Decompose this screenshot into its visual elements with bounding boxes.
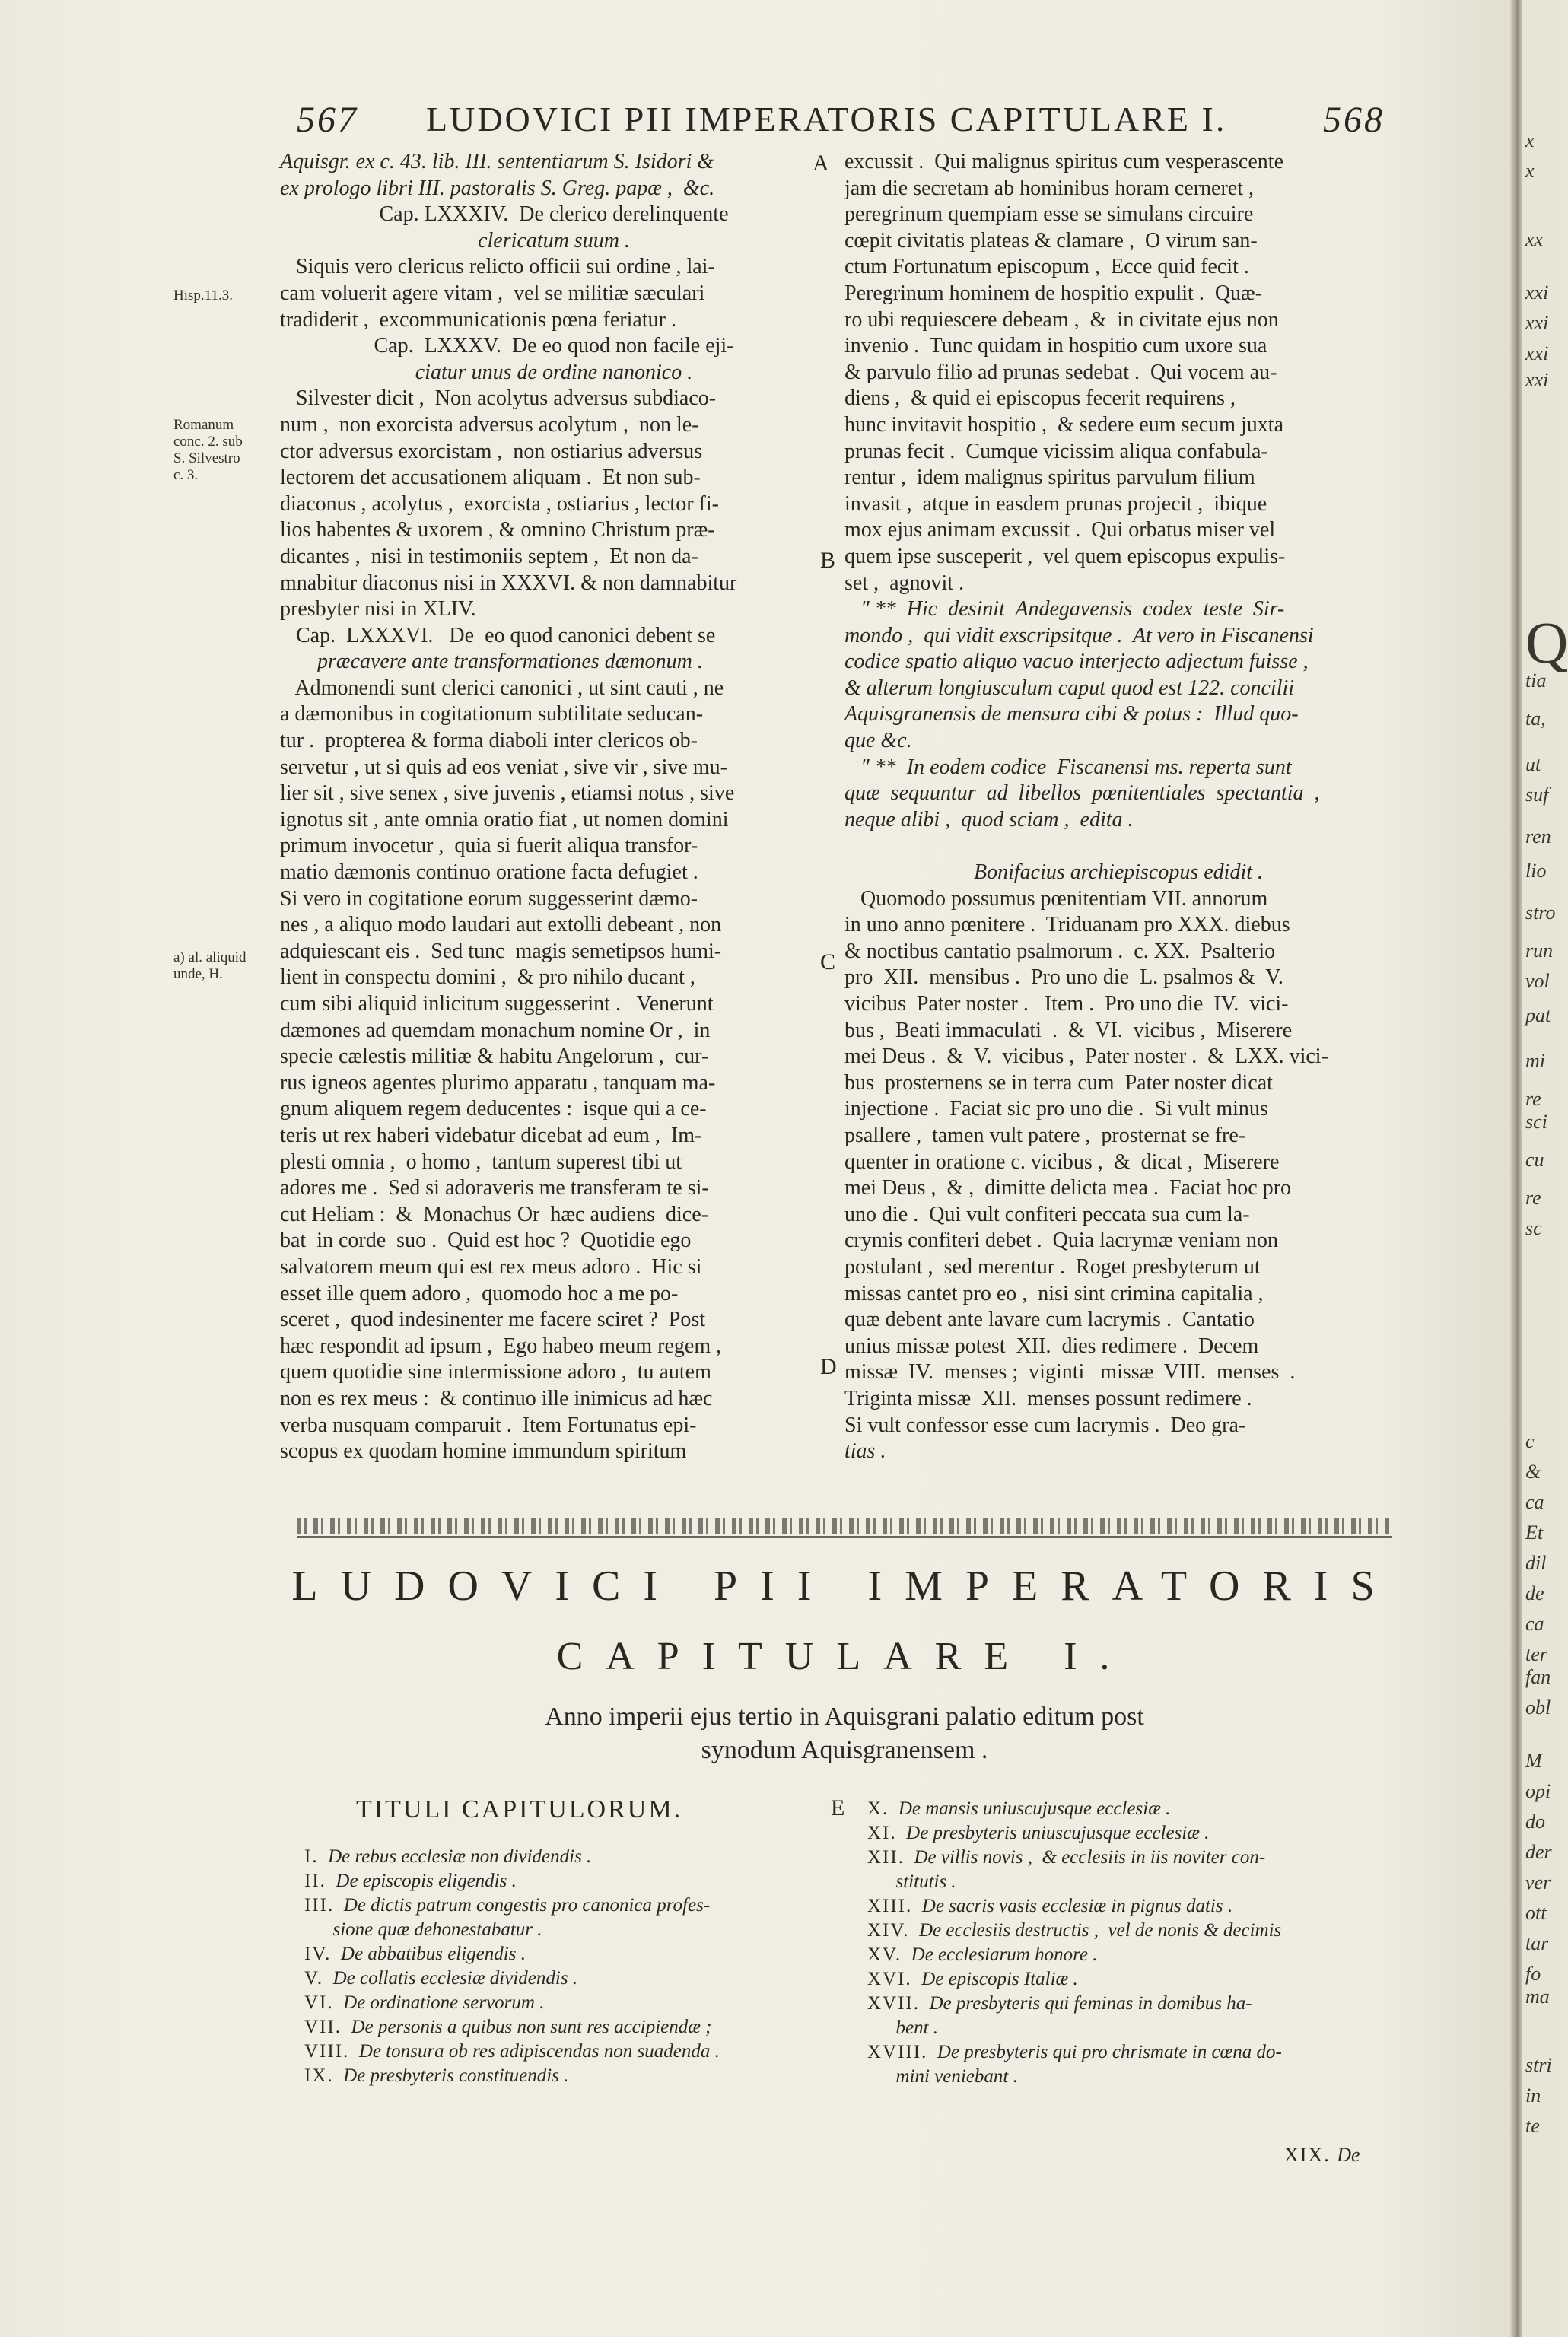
text-line: lient in conspectu domini , & pro nihilo ducant , (280, 965, 695, 990)
next-page-fragment: cu (1525, 1149, 1544, 1171)
main-title-line-1: LUDOVICI PII IMPERATORIS (291, 1563, 1398, 1610)
titulus-text: De dictis patrum congestis pro canonica profes- (343, 1895, 711, 1916)
titulus-entry (304, 2015, 720, 2040)
titulus-text: De ordinatione servorum . (343, 1992, 545, 2013)
text-line: dicantes , nisi in testimoniis septem , Et non da- (280, 544, 698, 568)
titulus-number: II. (304, 1871, 326, 1891)
titulus-number: VIII. (304, 2041, 350, 2062)
titulus-entry (867, 1797, 1282, 1821)
next-page-fragment: do (1525, 1811, 1545, 1833)
text-line: rus igneos agentes plurimo apparatu , tanquam ma- (280, 1070, 716, 1095)
text-line: Si vult confessor esse cum lacrymis . Deo gra- (844, 1413, 1246, 1437)
next-page-fragment: stri (1525, 2054, 1552, 2076)
subtitle-line-2: synodum Aquisgranensem . (701, 1736, 988, 1764)
next-page-fragment: xxi (1525, 312, 1549, 334)
titulus-entry (304, 1918, 720, 1942)
text-line: lios habentes & uxorem , & omnino Christum præ- (280, 518, 715, 542)
text-line: Si vero in cogitatione eorum suggesserint dæmo- (280, 886, 698, 911)
text-line: prunas fecit . Cumque vicissim aliqua confabula- (844, 439, 1268, 463)
titulus-number: XVII. (867, 1993, 921, 2014)
titulus-text: De ecclesiis destructis , vel de nonis & decimis (918, 1920, 1282, 1941)
next-page-fragment: mi (1525, 1050, 1545, 1072)
text-line: gnum aliquem regem deducentes : isque qui a ce- (280, 1097, 707, 1121)
titulus-entry (304, 1869, 720, 1893)
margin-note-1: Hisp.11.3. (173, 288, 233, 304)
titulus-number: XII. (867, 1847, 905, 1868)
text-line: rentur , idem malignus spiritus parvulum filium (844, 466, 1255, 490)
tituli-list-left (304, 1845, 720, 2088)
running-title: LUDOVICI PII IMPERATORIS CAPITULARE I. (426, 100, 1227, 138)
text-line: clericatum suum . (478, 228, 630, 253)
titulus-text: De personis a quibus non sunt res accipiendæ ; (351, 2017, 712, 2037)
text-line: postulant , sed merentur . Roget presbyterum ut (844, 1254, 1261, 1279)
titulus-number: XIII. (867, 1896, 913, 1916)
titulus-text: De rebus ecclesiæ non dividendis . (328, 1846, 592, 1867)
text-line: adores me . Sed si adoraveris me transferam te si- (280, 1176, 709, 1200)
next-page-edge (1522, 0, 1568, 2337)
titulus-text: De presbyteris uniuscujusque ecclesiæ . (906, 1823, 1210, 1843)
text-line: cut Heliam : & Monachus Or hæc audiens dice- (280, 1202, 708, 1226)
text-line: invasit , atque in easdem prunas projecit , ibique (844, 491, 1267, 516)
text-line: tradiderit , excommunicationis pœna feriatur . (280, 307, 676, 332)
text-line: quenter in oratione c. vicibus , & dicat , Miserere (844, 1149, 1280, 1174)
next-page-fragment: opi (1525, 1780, 1551, 1802)
text-line: cum sibi aliquid inlicitum suggesserint . Venerunt (280, 992, 714, 1016)
text-line: verba nusquam comparuit . Item Fortunatus epi- (280, 1413, 697, 1437)
margin-note-3: a) al. aliquid unde, H. (173, 949, 246, 982)
text-line: set , agnovit . (844, 571, 965, 595)
text-line: num , non exorcista adversus acolytum , non le- (280, 412, 699, 437)
titulus-entry (867, 1943, 1282, 1967)
text-line: diaconus , acolytus , exorcista , ostiarius , lector fi- (280, 491, 719, 516)
text-line (844, 833, 1392, 860)
next-page-fragment: ca (1525, 1491, 1544, 1513)
next-page-fragment: ott (1525, 1902, 1547, 1924)
next-page-fragment: ren (1525, 825, 1551, 847)
text-line: adquiescant eis . Sed tunc magis semetipsos humi- (280, 939, 722, 963)
text-line: ex prologo libri III. pastoralis S. Greg. papæ , &c. (280, 176, 715, 200)
text-line: & parvulo filio ad prunas sedebat . Qui vocem au- (844, 360, 1277, 384)
text-line: mox ejus animam excussit . Qui orbatus miser vel (844, 518, 1276, 542)
text-line: tias . (844, 1439, 886, 1464)
text-line: & noctibus cantatio psalmorum . c. XX. Psalterio (844, 939, 1276, 963)
text-line: " ** In eodem codice Fiscanensi ms. reperta sunt (844, 755, 1292, 779)
text-line: vicibus Pater noster . Item . Pro uno die IV. vici- (844, 992, 1289, 1016)
next-page-fragment: ter (1525, 1643, 1547, 1665)
text-line: Aquisgranensis de mensura cibi & potus : Illud quo- (844, 702, 1299, 727)
text-line: ctum Fortunatum episcopum , Ecce quid fecit . (844, 255, 1249, 279)
text-line: ro ubi requiescere debeam , & in civitate ejus non (844, 307, 1279, 332)
catchword-number: XIX. (1284, 2144, 1331, 2166)
text-line: Aquisgr. ex c. 43. lib. III. sententiarum S. Isidori & (280, 150, 714, 173)
titulus-number: VI. (304, 1992, 334, 2013)
next-page-fragment: obl (1525, 1696, 1551, 1719)
next-page-fragment: sci (1525, 1111, 1547, 1133)
section-letter-d: D (820, 1354, 837, 1379)
next-page-fragment: re (1525, 1088, 1541, 1110)
text-line: esset ille quem adoro , quomodo hoc a me po- (280, 1281, 679, 1305)
text-line: Quomodo possumus pœnitentiam VII. annorum (844, 886, 1268, 911)
text-line: bus prosternens se in terra cum Pater noster dicat (844, 1070, 1273, 1095)
titulus-number: III. (304, 1895, 335, 1916)
text-line: Silvester dicit , Non acolytus adversus subdiaco- (280, 386, 717, 411)
next-page-fragment: x (1525, 160, 1535, 182)
text-line: psallere , tamen vult patere , prosternat se fre- (844, 1123, 1246, 1147)
running-header (297, 99, 1385, 145)
next-page-fragment: xx (1525, 228, 1544, 250)
titulus-text: De sacris vasis ecclesiæ in pignus datis . (921, 1896, 1233, 1916)
next-page-fragment: pat (1525, 1004, 1551, 1026)
titulus-number: XVI. (867, 1969, 912, 1989)
next-page-fragment: xxi (1525, 342, 1549, 364)
text-line: teris ut rex haberi videbatur dicebat ad eum , Im- (280, 1123, 702, 1147)
text-line: servetur , ut si quis ad eos veniat , sive vir , sive mu- (280, 755, 727, 779)
titulus-number: V. (304, 1968, 324, 1989)
ornament-rule (297, 1536, 1392, 1538)
text-line: neque alibi , quod sciam , edita . (844, 807, 1134, 831)
text-line: in uno anno pœnitere . Triduanam pro XXX. diebus (844, 913, 1290, 937)
titulus-entry (304, 1845, 720, 1869)
titulus-text: De abbatibus eligendis . (340, 1944, 526, 1964)
text-line: quæ debent ante lavare cum lacrymis . Cantatio (844, 1308, 1255, 1332)
next-page-fragment: te (1525, 2115, 1540, 2137)
titulus-number: XVIII. (867, 2042, 928, 2062)
ornament-band (297, 1518, 1392, 1534)
text-line: unius missæ potest XII. dies redimere . Decem (844, 1334, 1259, 1358)
titulus-entry (867, 2016, 1282, 2040)
next-page-fragment: x (1525, 129, 1535, 151)
titulus-number: IX. (304, 2065, 334, 2086)
text-line: injectione . Faciat sic pro uno die . Si vult minus (844, 1097, 1268, 1121)
titulus-entry (867, 1821, 1282, 1846)
text-line: & alterum longiusculum caput quod est 122. concilii (844, 676, 1295, 700)
titulus-text: De collatis ecclesiæ dividendis . (332, 1968, 578, 1989)
titulus-entry (867, 1992, 1282, 2016)
next-page-fragment: sc (1525, 1217, 1542, 1239)
titulus-entry (304, 1967, 720, 1991)
text-line: hunc invitavit hospitio , & sedere eum secum juxta (844, 412, 1283, 437)
text-line: tur . propterea & forma diaboli inter clericos ob- (280, 729, 698, 753)
text-line: scopus ex quodam homine immundum spiritum (280, 1439, 687, 1464)
book-gutter (1510, 0, 1522, 2337)
titulus-text: De episcopis eligendis . (336, 1871, 517, 1891)
text-line: Admonendi sunt clerici canonici , ut sint cauti , ne (280, 676, 724, 700)
text-line: missas cantet pro eo , nisi sint crimina capitalia , (844, 1281, 1264, 1305)
titulus-text: sione quæ dehonestabatur . (332, 1919, 542, 1940)
titulus-text: stitutis . (895, 1871, 956, 1892)
text-line: Cap. LXXXIV. De clerico derelinquente (379, 202, 729, 227)
next-page-fragment: Q (1525, 609, 1568, 676)
text-line: bus , Beati immaculati . & VI. vicibus , Miserere (844, 1018, 1293, 1042)
titulus-text: De presbyteris constituendis . (343, 2065, 569, 2086)
text-line: mnabitur diaconus nisi in XXXVI. & non damnabitur (280, 571, 737, 595)
left-page-number: 567 (297, 100, 358, 140)
catchword-text: De (1337, 2144, 1360, 2166)
text-line: ciatur unus de ordine nanonico . (415, 360, 693, 384)
text-line: lier sit , sive senex , sive juvenis , etiamsi notus , sive (280, 781, 735, 806)
text-line: hæc respondit ad ipsum , Ego habeo meum regem , (280, 1334, 722, 1358)
next-page-fragment: Et (1525, 1521, 1544, 1544)
text-line: Cap. LXXXVI. De eo quod canonici debent se (280, 623, 716, 647)
text-line: ignotus sit , ante omnia oratio fiat , ut nomen domini (280, 807, 729, 831)
next-page-fragment: fan (1525, 1666, 1551, 1688)
next-page-fragment: tar (1525, 1932, 1549, 1954)
text-line: mei Deus , & , dimitte delicta mea . Faciat hoc pro (844, 1176, 1292, 1200)
text-line: cœpit civitatis plateas & clamare , O virum san- (844, 228, 1258, 253)
titulus-entry (867, 2040, 1282, 2065)
tituli-heading: TITULI CAPITULORUM. (356, 1795, 683, 1823)
text-line: quæ sequuntur ad libellos pœnitentiales spectantia , (844, 781, 1320, 806)
next-page-fragment: xxi (1525, 369, 1549, 391)
text-line: peregrinum quempiam esse se simulans circuire (844, 202, 1254, 227)
titulus-text: De mansis uniuscujusque ecclesiæ . (898, 1798, 1171, 1819)
section-letter-c: C (820, 949, 836, 975)
next-page-fragment: M (1525, 1750, 1542, 1772)
margin-note-2: Romanum conc. 2. sub S. Silvestro c. 3. (173, 417, 243, 483)
text-line: quem ipse susceperit , vel quem episcopus expulis- (844, 544, 1286, 568)
text-line: præcavere ante transformationes dæmonum . (280, 650, 703, 674)
text-line: a dæmonibus in cogitationum subtilitate seducan- (280, 702, 704, 727)
catchword (1284, 2144, 1360, 2167)
text-line: missæ IV. menses ; viginti missæ VIII. menses . (844, 1360, 1296, 1385)
titulus-entry (867, 1967, 1282, 1992)
next-page-fragment: vol (1525, 970, 1550, 992)
text-line: Peregrinum hominem de hospitio expulit . Quæ- (844, 281, 1263, 305)
text-line: jam die secretam ab hominibus horam cerneret , (844, 176, 1255, 200)
tituli-list-right (867, 1797, 1282, 2089)
text-line: pro XII. mensibus . Pro uno die L. psalmos & V. (844, 965, 1283, 990)
titulus-entry (867, 1846, 1282, 1870)
next-page-fragment: ca (1525, 1613, 1544, 1635)
text-line: specie cælestis militiæ & habitu Angelorum , cur- (280, 1044, 709, 1069)
titulus-entry (304, 2064, 720, 2088)
titulus-entry (304, 1893, 720, 1918)
text-line: matio dæmonis continuo oratione facta defugiet . (280, 860, 698, 885)
titulus-number: VII. (304, 2017, 342, 2037)
text-line: mei Deus . & V. vicibus , Pater noster . & LXX. vici- (844, 1044, 1328, 1069)
titulus-number: XI. (867, 1823, 897, 1843)
text-line: bat in corde suo . Quid est hoc ? Quotidie ego (280, 1229, 692, 1253)
titulus-text: De presbyteris qui feminas in domibus ha- (929, 1993, 1252, 2014)
next-page-fragment: ma (1525, 1986, 1550, 2008)
next-page-fragment: & (1525, 1461, 1541, 1483)
next-page-fragment: suf (1525, 784, 1549, 806)
next-page-fragment: c (1525, 1430, 1535, 1452)
text-line: uno die . Qui vult confiteri peccata sua cum la- (844, 1202, 1250, 1226)
right-text-column (844, 149, 1392, 1465)
next-page-fragment: ta, (1525, 707, 1546, 730)
titulus-text: De episcopis Italiæ . (921, 1969, 1078, 1989)
next-page-fragment: xxi (1525, 281, 1549, 304)
text-line: cam voluerit agere vitam , vel se militiæ sæculari (280, 281, 705, 305)
text-line: codice spatio aliquo vacuo interjecto adjectum fuisse , (844, 650, 1309, 674)
text-line: Triginta missæ XII. menses possunt redimere . (844, 1386, 1252, 1410)
titulus-entry (867, 1894, 1282, 1919)
titulus-entry (304, 1991, 720, 2015)
titulus-entry (867, 2065, 1282, 2089)
next-page-fragment: ver (1525, 1871, 1551, 1893)
text-line: Cap. LXXXV. De eo quod non facile eji- (374, 334, 734, 358)
next-page-fragment: der (1525, 1841, 1552, 1863)
text-line: salvatorem meum qui est rex meus adoro . Hic si (280, 1254, 702, 1279)
text-line: sceret , quod indesinenter me facere sciret ? Post (280, 1308, 706, 1332)
next-page-fragment: fo (1525, 1963, 1541, 1985)
next-page-fragment: stro (1525, 901, 1556, 924)
next-page-fragment: re (1525, 1187, 1541, 1209)
titulus-entry (867, 1870, 1282, 1894)
titulus-text: mini veniebant . (895, 2066, 1018, 2087)
main-title-line-2: CAPITULARE I. (556, 1635, 1133, 1678)
text-line: que &c. (844, 729, 912, 753)
right-page-number: 568 (1323, 100, 1385, 140)
left-text-column (280, 149, 828, 1465)
section-letter-a: A (813, 151, 829, 176)
titulus-text: bent . (895, 2017, 939, 2038)
section-letter-b: B (820, 548, 836, 573)
titulus-number: X. (867, 1798, 889, 1819)
text-line: nes , a aliquo modo laudari aut extolli debeant , non (280, 913, 722, 937)
text-line: dæmones ad quemdam monachum nomine Or , in (280, 1018, 711, 1042)
text-line: quem quotidie sine intermissione adoro , tu autem (280, 1360, 711, 1385)
section-letter-e: E (831, 1795, 845, 1820)
text-line: Bonifacius archiepiscopus edidit . (973, 860, 1264, 885)
text-line: excussit . Qui malignus spiritus cum vesperascente (844, 150, 1283, 173)
text-line: non es rex meus : & continuo ille inimicus ad hæc (280, 1386, 713, 1410)
titulus-entry (304, 2040, 720, 2064)
next-page-fragment: ut (1525, 753, 1541, 775)
titulus-text: De villis novis , & ecclesiis in iis noviter con- (914, 1847, 1266, 1868)
titulus-number: XIV. (867, 1920, 910, 1941)
titulus-number: IV. (304, 1944, 332, 1964)
text-line: crymis confiteri debet . Quia lacrymæ veniam non (844, 1229, 1278, 1253)
text-line: ctor adversus exorcistam , non ostiarius adversus (280, 439, 703, 463)
text-line: lectorem det accusationem aliquam . Et non sub- (280, 466, 701, 490)
text-line: diens , & quid ei episcopus fecerit requirens , (844, 386, 1236, 411)
titulus-entry (867, 1919, 1282, 1943)
next-page-fragment: tia (1525, 669, 1547, 692)
text-line: Siquis vero clericus relicto officii sui ordine , lai- (280, 255, 715, 279)
text-line: plesti omnia , o homo , tantum superest tibi ut (280, 1149, 682, 1174)
next-page-fragment: de (1525, 1582, 1544, 1604)
titulus-entry (304, 1942, 720, 1967)
next-page-fragment: in (1525, 2084, 1541, 2106)
titulus-text: De presbyteris qui pro chrismate in cœna do- (937, 2042, 1282, 2062)
titulus-text: De ecclesiarum honore . (911, 1944, 1098, 1965)
titulus-number: XV. (867, 1944, 902, 1965)
subtitle-line-1: Anno imperii ejus tertio in Aquisgrani palatio editum post (545, 1703, 1144, 1731)
next-page-fragment: run (1525, 940, 1554, 962)
next-page-fragment: lio (1525, 860, 1547, 882)
titulus-number: I. (304, 1846, 319, 1867)
titulus-text: De tonsura ob res adipiscendas non suadenda . (358, 2041, 720, 2062)
text-line: invenio . Tunc quidam in hospitio cum uxore sua (844, 334, 1267, 358)
next-page-fragment: dil (1525, 1552, 1547, 1574)
text-line: primum invocetur , quia si fuerit aliqua transfor- (280, 834, 698, 858)
text-line: " ** Hic desinit Andegavensis codex teste Sir- (844, 597, 1285, 622)
text-line: mondo , qui vidit exscripsitque . At vero in Fiscanensi (844, 623, 1314, 647)
text-line: presbyter nisi in XLIV. (280, 597, 476, 622)
